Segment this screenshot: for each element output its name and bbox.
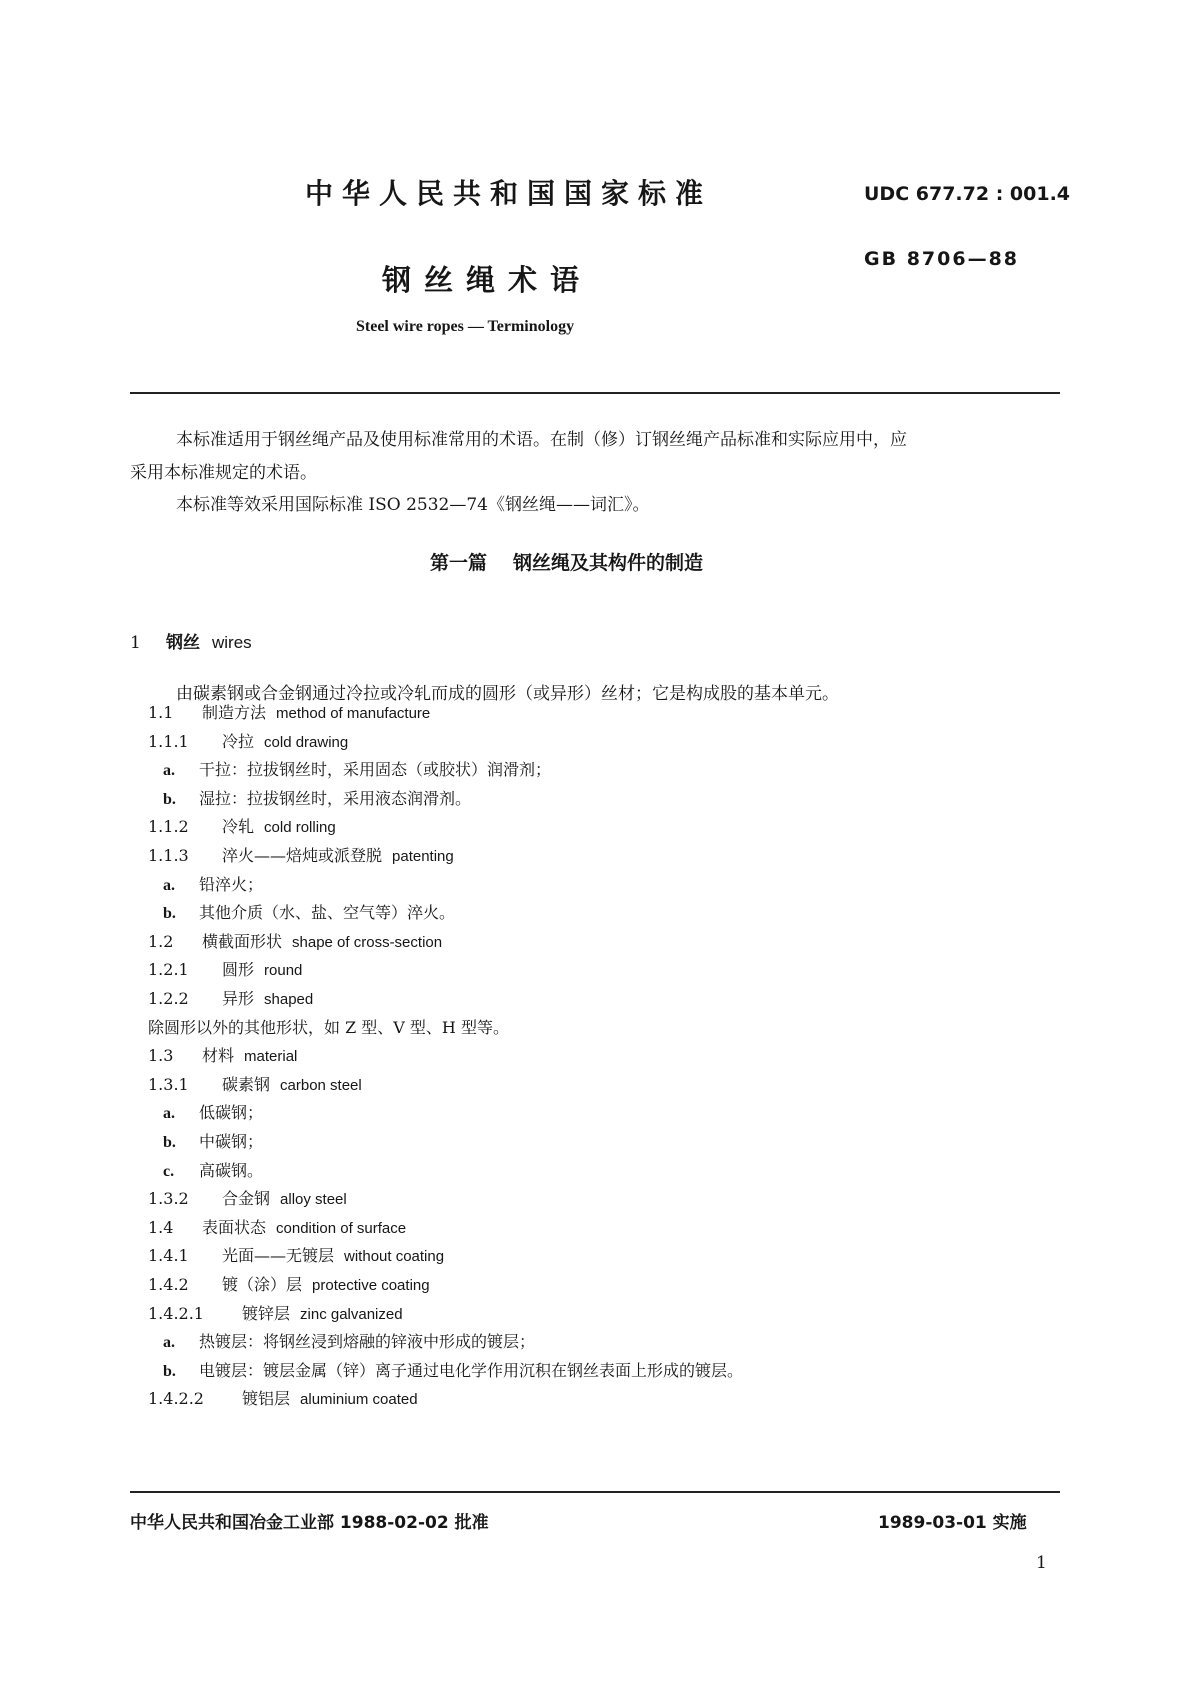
list-item [163,1158,263,1184]
list-item-letter: b. [163,1134,176,1151]
list-item [163,872,263,898]
document-title: 钢丝绳术语 [382,263,593,297]
term-entry [148,1272,430,1298]
list-item-letter: a. [163,876,175,894]
term-zh: 冷拉 [222,731,255,751]
list-item [163,1329,535,1355]
term-entry [148,843,454,869]
term-number: 1.1.3 [148,846,189,865]
standard-title: 中华人民共和国国家标准 [305,177,713,210]
list-item-letter: b. [163,1362,176,1380]
term-zh: 镀（涂）层 [222,1275,303,1294]
term-entry [148,1072,362,1098]
list-item-letter: a. [163,1334,175,1352]
document-title-english: Steel wire ropes — Terminology [356,318,575,335]
intro-paragraph-1-continued: 采用本标准规定的术语。 [130,463,317,483]
term-entry [148,1186,347,1212]
term-en: alloy steel [280,1191,347,1209]
term-number: 1.3 [148,1046,174,1066]
udc-code: UDC 677.72 : 001.4 [864,183,1071,205]
term-en: patenting [392,848,454,865]
term-zh: 镀锌层 [242,1303,291,1323]
term-definition: 除圆形以外的其他形状，如 Z 型、V 型、H 型等。 [148,1017,509,1037]
term-zh: 异形 [222,989,255,1008]
term-number: 1.4.2.2 [148,1389,204,1409]
term-number: 1.2.2 [148,989,189,1008]
section-title-zh: 钢丝 [166,633,200,653]
section-definition: 由碳素钢或合金钢通过冷拉或冷轧而成的圆形（或异形）丝材；它是构成股的基本单元。 [176,684,839,704]
term-entry [148,929,442,955]
term-en: carbon steel [280,1076,362,1094]
list-item [163,1100,263,1126]
term-en: cold rolling [264,819,336,837]
intro-paragraph-2: 本标准等效采用国际标准 ISO 2532—74《钢丝绳——词汇》。 [176,495,650,515]
gb-number: GB 8706—88 [864,248,1020,270]
term-en: round [264,962,303,980]
section-heading [130,628,252,653]
list-item-letter: b. [163,790,176,808]
term-zh: 光面——无镀层 [222,1246,335,1266]
list-item [163,786,471,812]
list-item-text: 其他介质（水、盐、空气等）淬火。 [199,903,456,923]
term-en: shape of cross-section [292,933,443,951]
list-item-text: 湿拉：拉拔钢丝时，采用液态润滑剂。 [199,788,472,808]
part-title: 钢丝绳及其构件的制造 [513,552,704,574]
term-zh: 碳素钢 [222,1074,271,1094]
list-item-letter: a. [163,762,175,780]
term-entry [148,729,348,755]
term-zh: 合金钢 [222,1189,271,1209]
term-en: material [244,1048,298,1066]
term-number: 1.1 [148,703,174,722]
term-zh: 表面状态 [202,1217,267,1237]
approval-line: 中华人民共和国冶金工业部 1988-02-02 批准 [130,1513,489,1533]
list-item-text: 干拉：拉拔钢丝时，采用固态（或胶状）润滑剂； [199,760,552,780]
term-zh: 制造方法 [202,703,267,722]
term-entry [148,957,302,983]
term-number: 1.2.1 [148,960,189,980]
term-zh: 横截面形状 [202,931,283,951]
term-en: zinc galvanized [300,1305,403,1323]
part-label: 第一篇 [430,552,488,574]
part-heading [430,548,729,575]
term-entry [148,1043,297,1069]
effective-date: 1989-03-01 实施 [878,1513,1027,1533]
term-entry [148,700,430,726]
list-item-letter: c. [163,1162,175,1180]
term-zh: 镀铝层 [242,1389,291,1409]
term-en: shaped [264,991,314,1008]
term-en: cold drawing [264,733,349,751]
section-title-en: wires [212,633,252,652]
term-number: 1.1.2 [148,817,189,837]
list-item-text: 中碳钢； [199,1132,264,1151]
term-number: 1.2 [148,931,174,951]
term-number: 1.4.2 [148,1275,189,1294]
list-item-text: 热镀层：将钢丝浸到熔融的锌液中形成的镀层； [199,1332,536,1352]
term-number: 1.3.1 [148,1074,189,1094]
list-item [163,900,455,926]
list-item [163,757,551,783]
term-entry [148,1301,403,1327]
header-divider [130,392,1060,394]
term-entry [148,1215,406,1241]
term-number: 1.4.2.1 [148,1303,204,1323]
term-number: 1.4 [148,1217,174,1237]
term-en: aluminium coated [300,1391,418,1409]
list-item [163,1129,263,1155]
term-number: 1.3.2 [148,1189,189,1209]
term-en: without coating [344,1248,445,1266]
term-zh: 圆形 [222,960,255,980]
term-en: protective coating [312,1277,430,1294]
list-item-letter: a. [163,1105,175,1123]
term-en: method of manufacture [276,705,431,722]
term-zh: 冷轧 [222,817,255,837]
list-item [163,1358,743,1384]
term-entry [148,1386,418,1412]
term-en: condition of surface [276,1219,407,1237]
term-number: 1.1.1 [148,731,189,751]
term-zh: 淬火——焙炖或派登脱 [222,846,383,865]
term-entry [148,986,313,1012]
list-item-letter: b. [163,905,176,923]
section-number: 1 [130,633,141,653]
list-item-text: 铅淬火； [199,874,264,894]
list-item-text: 电镀层：镀层金属（锌）离子通过电化学作用沉积在钢丝表面上形成的镀层。 [199,1360,744,1380]
list-item-text: 高碳钢。 [199,1160,264,1180]
page-number: 1 [1036,1553,1047,1573]
intro-paragraph-1: 本标准适用于钢丝绳产品及使用标准常用的术语。在制（修）订钢丝绳产品标准和实际应用中，应 [176,430,907,450]
footer-divider [130,1491,1060,1493]
term-zh: 材料 [202,1046,235,1066]
list-item-text: 低碳钢； [199,1103,264,1123]
term-number: 1.4.1 [148,1246,189,1266]
term-entry [148,814,336,840]
term-entry [148,1243,444,1269]
